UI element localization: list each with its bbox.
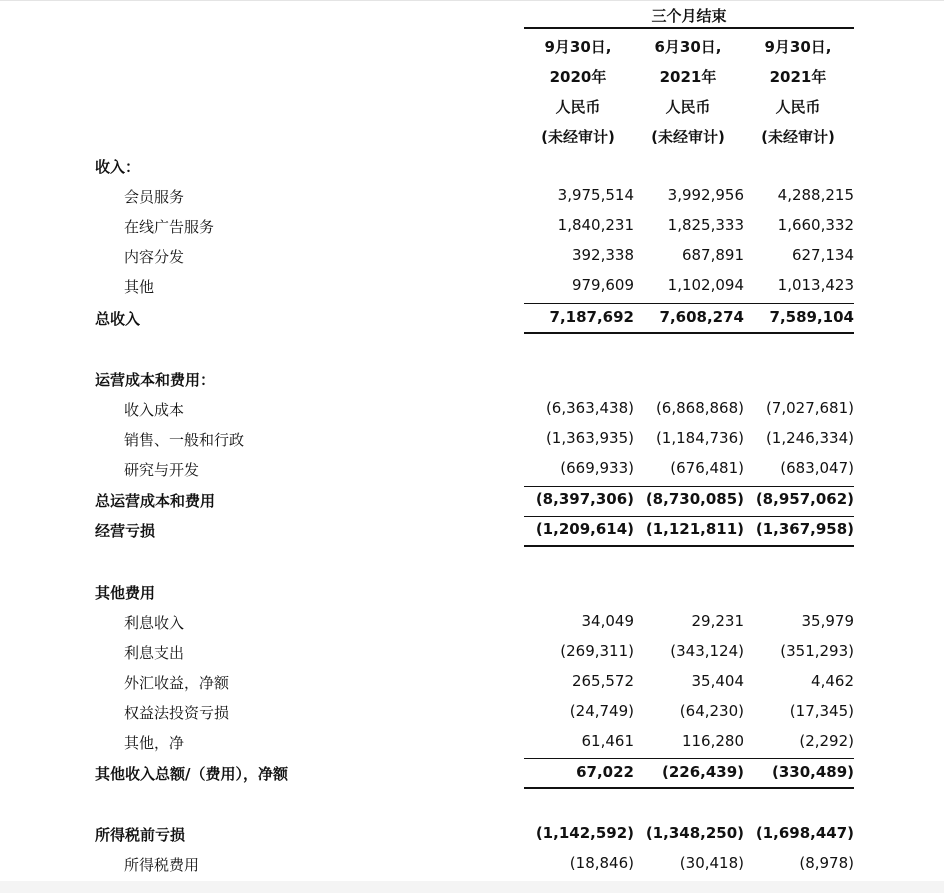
row-other-revenue — [0, 276, 944, 300]
total-rule — [524, 332, 854, 334]
value-q3-2020: (669,933) — [560, 459, 634, 477]
row-content-distribution — [0, 246, 944, 270]
row-membership — [0, 186, 944, 210]
row-label: 外汇收益，净额 — [124, 674, 230, 692]
row-label: 其他收入总额/（费用），净额 — [95, 765, 288, 783]
row-total-other — [0, 763, 944, 787]
value-q3-2020: (6,363,438) — [545, 399, 634, 417]
row-label: 在线广告服务 — [124, 218, 215, 236]
value-q3-2020: (269,311) — [560, 642, 634, 660]
value-q2-2021: 1,825,333 — [667, 216, 744, 234]
subtotal-rule — [524, 303, 854, 304]
row-interest-expense — [0, 642, 944, 666]
column-date: 9月30日, — [764, 38, 832, 56]
value-q2-2021: 687,891 — [681, 246, 744, 264]
total-rule — [524, 545, 854, 547]
value-q2-2021: (30,418) — [679, 854, 744, 872]
value-q2-2021: (1,348,250) — [645, 824, 744, 842]
row-label: 内容分发 — [124, 248, 185, 266]
value-q3-2021: (8,957,062) — [755, 490, 854, 508]
row-label: 利息支出 — [124, 644, 185, 662]
value-q3-2021: 627,134 — [791, 246, 854, 264]
column-currency: 人民币 — [665, 98, 711, 116]
row-label: 其他，净 — [124, 734, 185, 752]
value-q2-2021: (343,124) — [670, 642, 744, 660]
row-label: 销售、一般和行政 — [124, 431, 245, 449]
row-total-opex — [0, 490, 944, 514]
value-q2-2021: (8,730,085) — [645, 490, 744, 508]
column-date: 6月30日, — [654, 38, 722, 56]
row-revenue-heading — [0, 156, 944, 180]
row-label: 总收入 — [95, 310, 141, 328]
row-label: 收入成本 — [124, 401, 185, 419]
column-year: 2021年 — [769, 68, 827, 86]
value-q2-2021: 116,280 — [681, 732, 744, 750]
row-other-net — [0, 732, 944, 756]
value-q3-2021: 4,288,215 — [777, 186, 854, 204]
value-q3-2021: (1,698,447) — [755, 824, 854, 842]
top-border — [0, 0, 944, 1]
value-q3-2021: (7,027,681) — [765, 399, 854, 417]
value-q3-2020: (1,209,614) — [535, 520, 634, 538]
value-q2-2021: (676,481) — [670, 459, 744, 477]
value-q3-2021: 35,979 — [801, 612, 854, 630]
row-fx-gain — [0, 672, 944, 696]
value-q3-2021: (2,292) — [799, 732, 854, 750]
row-rnd — [0, 459, 944, 483]
value-q3-2020: (24,749) — [569, 702, 634, 720]
column-year: 2020年 — [549, 68, 607, 86]
row-total-revenue — [0, 308, 944, 332]
column-currency: 人民币 — [555, 98, 601, 116]
value-q3-2020: (18,846) — [569, 854, 634, 872]
subtotal-rule — [524, 758, 854, 759]
subtotal-rule — [524, 486, 854, 487]
row-label: 其他 — [124, 278, 155, 296]
value-q2-2021: 7,608,274 — [659, 308, 744, 326]
value-q2-2021: 3,992,956 — [667, 186, 744, 204]
value-q3-2020: 7,187,692 — [549, 308, 634, 326]
value-q3-2020: 34,049 — [581, 612, 634, 630]
column-currency: 人民币 — [775, 98, 821, 116]
row-label: 收入： — [95, 158, 141, 176]
row-label: 利息收入 — [124, 614, 185, 632]
value-q3-2021: 4,462 — [811, 672, 854, 690]
row-label: 经营亏损 — [95, 522, 156, 540]
subtotal-rule — [524, 516, 854, 517]
value-q3-2021: (8,978) — [799, 854, 854, 872]
period-header-rule — [524, 27, 854, 29]
value-q3-2021: 1,660,332 — [777, 216, 854, 234]
value-q3-2020: 61,461 — [581, 732, 634, 750]
value-q3-2020: 1,840,231 — [557, 216, 634, 234]
row-label: 运营成本和费用： — [95, 371, 216, 389]
value-q2-2021: 29,231 — [691, 612, 744, 630]
row-income-tax — [0, 854, 944, 878]
row-operating-loss — [0, 520, 944, 544]
bottom-band — [0, 881, 944, 893]
row-equity-method-loss — [0, 702, 944, 726]
row-label: 研究与开发 — [124, 461, 200, 479]
value-q2-2021: 35,404 — [691, 672, 744, 690]
row-label: 权益法投资亏损 — [124, 704, 230, 722]
period-header: 三个月结束 — [651, 7, 727, 25]
value-q2-2021: (226,439) — [661, 763, 744, 781]
row-opex-heading — [0, 369, 944, 393]
column-note: (未经审计) — [651, 128, 725, 146]
value-q2-2021: (1,184,736) — [655, 429, 744, 447]
value-q3-2020: (1,142,592) — [535, 824, 634, 842]
row-label: 所得税前亏损 — [95, 826, 186, 844]
value-q3-2020: 979,609 — [571, 276, 634, 294]
value-q3-2021: 1,013,423 — [777, 276, 854, 294]
value-q3-2020: 3,975,514 — [557, 186, 634, 204]
total-rule — [524, 787, 854, 789]
column-note: (未经审计) — [541, 128, 615, 146]
column-year: 2021年 — [659, 68, 717, 86]
value-q3-2021: (1,246,334) — [765, 429, 854, 447]
row-label: 总运营成本和费用 — [95, 492, 216, 510]
row-online-ads — [0, 216, 944, 240]
value-q2-2021: (1,121,811) — [645, 520, 744, 538]
value-q3-2021: 7,589,104 — [769, 308, 854, 326]
value-q3-2020: 392,338 — [571, 246, 634, 264]
value-q3-2021: (330,489) — [771, 763, 854, 781]
value-q2-2021: 1,102,094 — [667, 276, 744, 294]
row-label: 所得税费用 — [124, 856, 200, 874]
column-date: 9月30日, — [544, 38, 612, 56]
value-q2-2021: (6,868,868) — [655, 399, 744, 417]
value-q3-2021: (1,367,958) — [755, 520, 854, 538]
value-q3-2021: (351,293) — [780, 642, 854, 660]
row-label: 其他费用 — [95, 584, 156, 602]
row-pretax-loss — [0, 824, 944, 848]
row-cost-of-revenue — [0, 399, 944, 423]
value-q3-2020: (8,397,306) — [535, 490, 634, 508]
row-interest-income — [0, 612, 944, 636]
value-q3-2021: (17,345) — [789, 702, 854, 720]
value-q3-2020: (1,363,935) — [545, 429, 634, 447]
value-q2-2021: (64,230) — [679, 702, 744, 720]
row-sga — [0, 429, 944, 453]
row-other-heading — [0, 582, 944, 606]
row-label: 会员服务 — [124, 188, 185, 206]
value-q3-2021: (683,047) — [780, 459, 854, 477]
value-q3-2020: 265,572 — [571, 672, 634, 690]
value-q3-2020: 67,022 — [576, 763, 634, 781]
column-note: (未经审计) — [761, 128, 835, 146]
